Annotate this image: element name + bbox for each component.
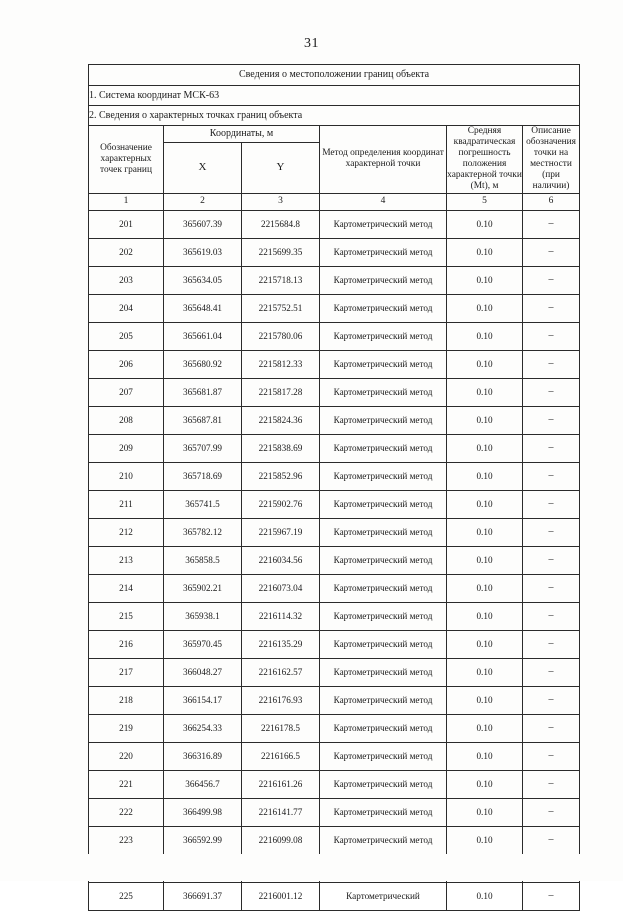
header-x: X xyxy=(164,143,242,194)
error-cell: 0.10 xyxy=(447,602,523,630)
point-cell: 215 xyxy=(89,602,164,630)
point-cell: 214 xyxy=(89,574,164,602)
method-cell: Картометрический метод xyxy=(320,238,447,266)
method-cell: Картометрический метод xyxy=(320,434,447,462)
error-cell: 0.10 xyxy=(447,686,523,714)
x-coordinate-cell: 366154.17 xyxy=(164,686,242,714)
x-coordinate-cell: 365718.69 xyxy=(164,462,242,490)
y-coordinate-cell: 2215684.8 xyxy=(242,210,320,238)
method-cell: Картометрический метод xyxy=(320,546,447,574)
description-cell: – xyxy=(523,238,580,266)
y-coordinate-cell: 2215902.76 xyxy=(242,490,320,518)
table-row xyxy=(89,882,580,910)
error-cell: 0.10 xyxy=(447,714,523,742)
table-row xyxy=(89,378,580,406)
point-cell: 223 xyxy=(89,826,164,854)
column-number-1: 1 xyxy=(89,193,164,210)
description-cell: – xyxy=(523,518,580,546)
table-row xyxy=(89,602,580,630)
point-cell: 209 xyxy=(89,434,164,462)
y-coordinate-cell: 2215967.19 xyxy=(242,518,320,546)
x-coordinate-cell: 365619.03 xyxy=(164,238,242,266)
x-coordinate-cell: 366254.33 xyxy=(164,714,242,742)
description-cell: – xyxy=(523,630,580,658)
table-row xyxy=(89,322,580,350)
table-title: Сведения о местоположении границ объекта xyxy=(89,65,580,86)
column-number-row xyxy=(89,193,580,210)
method-cell: Картометрический метод xyxy=(320,630,447,658)
x-coordinate-cell: 366499.98 xyxy=(164,798,242,826)
table-body xyxy=(89,65,580,911)
point-cell: 207 xyxy=(89,378,164,406)
point-cell: 225 xyxy=(89,882,164,910)
header-row-main xyxy=(89,126,580,143)
table-row xyxy=(89,238,580,266)
method-cell: Картометрический метод xyxy=(320,742,447,770)
table-row xyxy=(89,462,580,490)
column-number-6: 6 xyxy=(523,193,580,210)
x-coordinate-cell: 366456.7 xyxy=(164,770,242,798)
y-coordinate-cell: 2215838.69 xyxy=(242,434,320,462)
column-number-3: 3 xyxy=(242,193,320,210)
section-boundary-points: 2. Сведения о характерных точках границ объекта xyxy=(89,106,580,126)
point-cell: 220 xyxy=(89,742,164,770)
section-1-row xyxy=(89,86,580,106)
y-coordinate-cell: 2216178.5 xyxy=(242,714,320,742)
table-row xyxy=(89,742,580,770)
description-cell: – xyxy=(523,574,580,602)
x-coordinate-cell: 365687.81 xyxy=(164,406,242,434)
error-cell: 0.10 xyxy=(447,574,523,602)
y-coordinate-cell: 2216001.12 xyxy=(242,882,320,910)
point-cell: 202 xyxy=(89,238,164,266)
method-cell: Картометрический метод xyxy=(320,266,447,294)
page-number: 31 xyxy=(304,36,319,51)
column-number-5: 5 xyxy=(447,193,523,210)
error-cell: 0.10 xyxy=(447,882,523,910)
column-number-2: 2 xyxy=(164,193,242,210)
table-row xyxy=(89,518,580,546)
description-cell: – xyxy=(523,882,580,910)
description-cell: – xyxy=(523,658,580,686)
description-cell: – xyxy=(523,350,580,378)
description-cell: – xyxy=(523,434,580,462)
table-row xyxy=(89,210,580,238)
error-cell: 0.10 xyxy=(447,630,523,658)
x-coordinate-cell: 365970.45 xyxy=(164,630,242,658)
table-row xyxy=(89,434,580,462)
point-cell: 212 xyxy=(89,518,164,546)
y-coordinate-cell: 2216099.08 xyxy=(242,826,320,854)
x-coordinate-cell: 365680.92 xyxy=(164,350,242,378)
point-cell: 216 xyxy=(89,630,164,658)
method-cell: Картометрический метод xyxy=(320,686,447,714)
method-cell: Картометрический метод xyxy=(320,210,447,238)
description-cell: – xyxy=(523,490,580,518)
description-cell: – xyxy=(523,826,580,854)
table-row xyxy=(89,658,580,686)
error-cell: 0.10 xyxy=(447,434,523,462)
x-coordinate-cell: 366316.89 xyxy=(164,742,242,770)
method-cell: Картометрический метод xyxy=(320,518,447,546)
x-coordinate-cell: 365858.5 xyxy=(164,546,242,574)
y-coordinate-cell: 2216162.57 xyxy=(242,658,320,686)
method-cell: Картометрический метод xyxy=(320,714,447,742)
table-row xyxy=(89,490,580,518)
table-row xyxy=(89,798,580,826)
table-row xyxy=(89,294,580,322)
point-cell: 222 xyxy=(89,798,164,826)
x-coordinate-cell: 366048.27 xyxy=(164,658,242,686)
y-coordinate-cell: 2215780.06 xyxy=(242,322,320,350)
point-cell: 219 xyxy=(89,714,164,742)
method-cell: Картометрический xyxy=(320,882,447,910)
x-coordinate-cell: 365648.41 xyxy=(164,294,242,322)
method-cell: Картометрический метод xyxy=(320,322,447,350)
error-cell: 0.10 xyxy=(447,210,523,238)
table-title-row xyxy=(89,65,580,86)
page-bottom-clip xyxy=(0,854,623,881)
y-coordinate-cell: 2216034.56 xyxy=(242,546,320,574)
error-cell: 0.10 xyxy=(447,826,523,854)
y-coordinate-cell: 2215718.13 xyxy=(242,266,320,294)
method-cell: Картометрический метод xyxy=(320,574,447,602)
column-number-4: 4 xyxy=(320,193,447,210)
point-cell: 205 xyxy=(89,322,164,350)
point-cell: 210 xyxy=(89,462,164,490)
y-coordinate-cell: 2216135.29 xyxy=(242,630,320,658)
method-cell: Картометрический метод xyxy=(320,294,447,322)
method-cell: Картометрический метод xyxy=(320,826,447,854)
error-cell: 0.10 xyxy=(447,546,523,574)
x-coordinate-cell: 365634.05 xyxy=(164,266,242,294)
x-coordinate-cell: 365661.04 xyxy=(164,322,242,350)
y-coordinate-cell: 2215824.36 xyxy=(242,406,320,434)
y-coordinate-cell: 2215699.35 xyxy=(242,238,320,266)
x-coordinate-cell: 365681.87 xyxy=(164,378,242,406)
method-cell: Картометрический метод xyxy=(320,602,447,630)
x-coordinate-cell: 365607.39 xyxy=(164,210,242,238)
boundary-points-table xyxy=(88,64,580,911)
description-cell: – xyxy=(523,210,580,238)
description-cell: – xyxy=(523,770,580,798)
table-row xyxy=(89,350,580,378)
description-cell: – xyxy=(523,266,580,294)
x-coordinate-cell: 366691.37 xyxy=(164,882,242,910)
table-row xyxy=(89,714,580,742)
y-coordinate-cell: 2216166.5 xyxy=(242,742,320,770)
table-row xyxy=(89,630,580,658)
point-cell: 206 xyxy=(89,350,164,378)
x-coordinate-cell: 365782.12 xyxy=(164,518,242,546)
point-cell: 208 xyxy=(89,406,164,434)
error-cell: 0.10 xyxy=(447,490,523,518)
description-cell: – xyxy=(523,546,580,574)
header-error: Средняя квадратическая погрешность положения характерной точки (Mt), м xyxy=(447,126,522,192)
point-cell: 201 xyxy=(89,210,164,238)
table-row xyxy=(89,574,580,602)
description-cell: – xyxy=(523,294,580,322)
error-cell: 0.10 xyxy=(447,378,523,406)
error-cell: 0.10 xyxy=(447,770,523,798)
error-cell: 0.10 xyxy=(447,322,523,350)
error-cell: 0.10 xyxy=(447,238,523,266)
description-cell: – xyxy=(523,378,580,406)
error-cell: 0.10 xyxy=(447,350,523,378)
point-cell: 218 xyxy=(89,686,164,714)
y-coordinate-cell: 2216114.32 xyxy=(242,602,320,630)
method-cell: Картометрический метод xyxy=(320,490,447,518)
error-cell: 0.10 xyxy=(447,798,523,826)
x-coordinate-cell: 365741.5 xyxy=(164,490,242,518)
point-cell: 217 xyxy=(89,658,164,686)
section-coordinate-system: 1. Система координат МСК-63 xyxy=(89,86,580,106)
table-row xyxy=(89,546,580,574)
error-cell: 0.10 xyxy=(447,518,523,546)
header-description: Описание обозначения точки на местности (при наличии) xyxy=(523,126,580,194)
header-point-label: Обозначение характерных точек границ xyxy=(89,126,164,194)
header-method: Метод определения координат характерной точки xyxy=(320,126,447,194)
y-coordinate-cell: 2216073.04 xyxy=(242,574,320,602)
description-cell: – xyxy=(523,602,580,630)
point-cell: 203 xyxy=(89,266,164,294)
description-cell: – xyxy=(523,686,580,714)
x-coordinate-cell: 365902.21 xyxy=(164,574,242,602)
y-coordinate-cell: 2215817.28 xyxy=(242,378,320,406)
header-coordinates-group: Координаты, м xyxy=(164,126,320,143)
method-cell: Картометрический метод xyxy=(320,406,447,434)
description-cell: – xyxy=(523,714,580,742)
table-row xyxy=(89,826,580,854)
method-cell: Картометрический метод xyxy=(320,798,447,826)
error-cell: 0.10 xyxy=(447,294,523,322)
error-cell: 0.10 xyxy=(447,462,523,490)
error-cell: 0.10 xyxy=(447,658,523,686)
x-coordinate-cell: 366592.99 xyxy=(164,826,242,854)
y-coordinate-cell: 2216161.26 xyxy=(242,770,320,798)
method-cell: Картометрический метод xyxy=(320,658,447,686)
error-cell: 0.10 xyxy=(447,742,523,770)
table-row xyxy=(89,770,580,798)
point-cell: 211 xyxy=(89,490,164,518)
method-cell: Картометрический метод xyxy=(320,770,447,798)
section-2-row xyxy=(89,106,580,126)
description-cell: – xyxy=(523,798,580,826)
y-coordinate-cell: 2216176.93 xyxy=(242,686,320,714)
x-coordinate-cell: 365707.99 xyxy=(164,434,242,462)
description-cell: – xyxy=(523,322,580,350)
method-cell: Картометрический метод xyxy=(320,378,447,406)
error-cell: 0.10 xyxy=(447,406,523,434)
description-cell: – xyxy=(523,462,580,490)
description-cell: – xyxy=(523,742,580,770)
table-row xyxy=(89,266,580,294)
error-cell: 0.10 xyxy=(447,266,523,294)
point-cell: 204 xyxy=(89,294,164,322)
table-row xyxy=(89,686,580,714)
method-cell: Картометрический метод xyxy=(320,350,447,378)
y-coordinate-cell: 2215752.51 xyxy=(242,294,320,322)
method-cell: Картометрический метод xyxy=(320,462,447,490)
x-coordinate-cell: 365938.1 xyxy=(164,602,242,630)
point-cell: 221 xyxy=(89,770,164,798)
point-cell: 213 xyxy=(89,546,164,574)
description-cell: – xyxy=(523,406,580,434)
header-y: Y xyxy=(242,143,320,194)
table-row xyxy=(89,406,580,434)
y-coordinate-cell: 2216141.77 xyxy=(242,798,320,826)
y-coordinate-cell: 2215852.96 xyxy=(242,462,320,490)
y-coordinate-cell: 2215812.33 xyxy=(242,350,320,378)
